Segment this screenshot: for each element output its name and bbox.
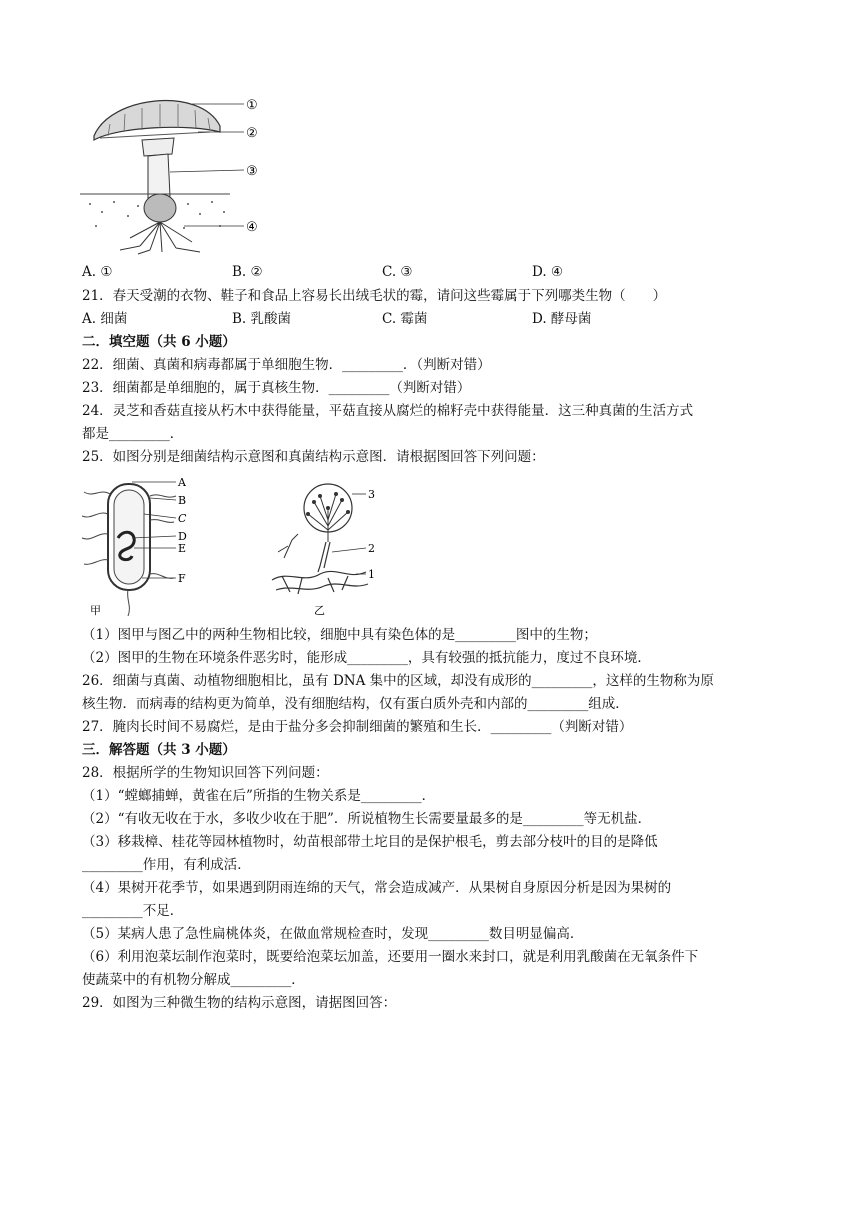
q22: 22．细菌、真菌和病毒都属于单细胞生物．_________．（判断对错） xyxy=(82,357,491,373)
mushroom-figure xyxy=(80,86,270,256)
q25-stem: 25．如图分别是细菌结构示意图和真菌结构示意图．请根据图回答下列问题： xyxy=(82,449,545,465)
q26-line-1: 26．细菌与真菌、动植物细胞相比，虽有 DNA 集中的区域，却没有成形的_________，这样的生物称为原 xyxy=(82,673,714,689)
q28-sub-5: （5）某病人患了急性扁桃体炎，在做血常规检查时，发现_________数目明显偏高． xyxy=(82,926,584,942)
mushroom-label-1: ① xyxy=(246,98,258,113)
q28-sub-2: （2）“有收无收在于水，多收少收在于肥”．所说植物生长需要量最多的是_________等无机盐． xyxy=(82,811,652,827)
fungus-label-2: 2 xyxy=(368,542,375,555)
bacteria-caption: 甲 xyxy=(90,604,101,617)
bacteria-label-e: E xyxy=(178,542,187,555)
q25-sub-1: （1）图甲与图乙中的两种生物相比较，细胞中具有染色体的是_________图中的生物； xyxy=(82,627,597,643)
mushroom-ring xyxy=(142,138,174,156)
q20-option-a[interactable]: A. ① xyxy=(82,264,113,280)
q24-line-2: 都是_________． xyxy=(82,426,184,442)
q28-stem: 28．根据所学的生物知识回答下列问题： xyxy=(82,765,329,781)
bacteria-label-c: C xyxy=(178,512,187,525)
mushroom-cap xyxy=(94,101,220,140)
q20-option-b[interactable]: B. ② xyxy=(232,264,263,280)
fungus-figure xyxy=(268,480,388,620)
q20-option-c[interactable]: C. ③ xyxy=(382,264,413,280)
q28-sub-4-line-2: _________不足． xyxy=(82,903,184,919)
q28-sub-6-line-1: （6）利用泡菜坛制作泡菜时，既要给泡菜坛加盖，还要用一圈水来封口，就是利用乳酸菌在无氧条件下 xyxy=(82,949,699,965)
mushroom-label-2: ② xyxy=(246,126,258,141)
q26-line-2: 核生物．而病毒的结构更为简单，没有细胞结构，仅有蛋白质外壳和内部的_________组成． xyxy=(82,696,629,712)
q20-option-d[interactable]: D. ④ xyxy=(532,264,564,280)
fungus-stalk xyxy=(318,542,330,572)
mushroom-label-4: ④ xyxy=(246,220,258,235)
q28-sub-3-line-2: _________作用，有利成活． xyxy=(82,857,251,873)
bacteria-label-b: B xyxy=(178,494,187,507)
mushroom-hyphae xyxy=(120,222,200,254)
bacteria-label-d: D xyxy=(178,530,187,543)
mushroom-volva xyxy=(144,194,176,222)
q27: 27．腌肉长时间不易腐烂，是由于盐分多会抑制细菌的繁殖和生长．_________（判断对错） xyxy=(82,719,633,735)
bacteria-label-a: A xyxy=(178,476,186,489)
q28-sub-1: （1）“螳螂捕蝉，黄雀在后”所指的生物关系是_________． xyxy=(82,788,436,804)
fungus-label-3: 3 xyxy=(368,488,375,501)
q21-option-d[interactable]: D. 酵母菌 xyxy=(532,311,592,327)
q28-sub-3-line-1: （3）移栽樟、桂花等园林植物时，幼苗根部带土坨目的是保护根毛，剪去部分枝叶的目的是降低 xyxy=(82,834,658,850)
mushroom-stipe xyxy=(148,154,170,198)
fungus-label-1: 1 xyxy=(368,568,375,581)
q21-option-b[interactable]: B. 乳酸菌 xyxy=(232,311,292,327)
section-3-title: 三．解答题（共 3 小题） xyxy=(82,742,236,758)
q24-line-1: 24．灵芝和香菇直接从朽木中获得能量，平菇直接从腐烂的棉籽壳中获得能量．这三种真菌的生活方式 xyxy=(82,403,694,419)
fungus-caption: 乙 xyxy=(314,604,325,617)
section-2-title: 二．填空题（共 6 小题） xyxy=(82,334,236,350)
q21-stem: 21．春天受潮的衣物、鞋子和食品上容易长出绒毛状的霉，请问这些霉属于下列哪类生物（ ） xyxy=(82,288,667,304)
q23: 23．细菌都是单细胞的，属于真核生物．_________（判断对错） xyxy=(82,380,471,396)
mushroom-label-3: ③ xyxy=(246,164,258,179)
q21-option-c[interactable]: C. 霉菌 xyxy=(382,311,428,327)
q25-sub-2: （2）图甲的生物在环境条件恶劣时，能形成_________，具有较强的抵抗能力，度过不良环境． xyxy=(82,650,651,666)
q28-sub-6-line-2: 使蔬菜中的有机物分解成_________． xyxy=(82,972,305,988)
q21-option-a[interactable]: A. 细菌 xyxy=(82,311,128,327)
bacteria-label-f: F xyxy=(178,572,186,585)
q28-sub-4-line-1: （4）果树开花季节，如果遇到阴雨连绵的天气，常会造成减产．从果树自身原因分析是因为果树的 xyxy=(82,880,672,896)
bacteria-figure xyxy=(80,474,200,620)
fungus-mycelium xyxy=(272,571,368,594)
q29-stem: 29．如图为三种微生物的结构示意图，请据图回答： xyxy=(82,995,397,1011)
